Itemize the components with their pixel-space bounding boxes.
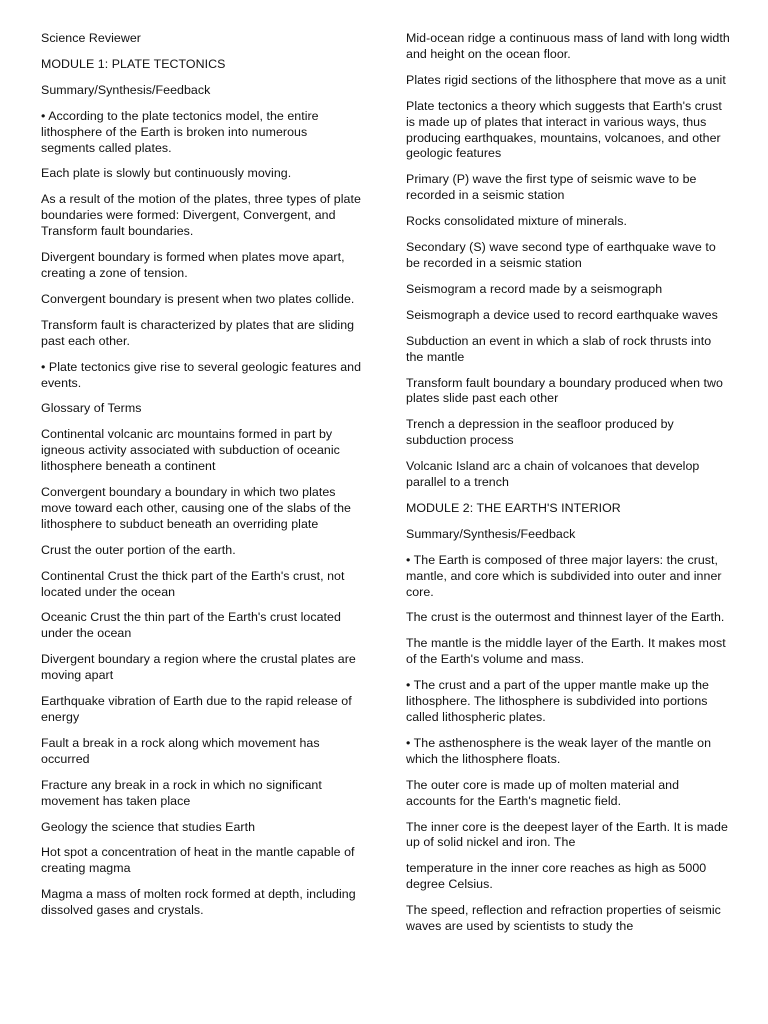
paragraph: The inner core is the deepest layer of the Earth. It is made up of solid nickel and iron. The xyxy=(406,819,728,850)
paragraph: • According to the plate tectonics model, the entire lithosphere of the Earth is broken into numerous segments called plates. xyxy=(41,108,319,155)
glossary-entry: Subduction an event in which a slab of rock thrusts into the mantle xyxy=(406,333,712,364)
summary-heading: Summary/Synthesis/Feedback xyxy=(41,82,211,97)
module-2-heading: MODULE 2: THE EARTH'S INTERIOR xyxy=(406,500,621,515)
glossary-entry: Primary (P) wave the first type of seismic wave to be recorded in a seismic station xyxy=(406,172,697,203)
glossary-entry: Magma a mass of molten rock formed at depth, including dissolved gases and crystals. xyxy=(41,887,356,918)
module-1-heading: MODULE 1: PLATE TECTONICS xyxy=(41,56,226,71)
paragraph: Transform fault is characterized by plates that are sliding past each other. xyxy=(41,317,355,348)
paragraph: • Plate tectonics give rise to several geologic features and events. xyxy=(41,359,362,390)
glossary-entry: Crust the outer portion of the earth. xyxy=(41,542,236,557)
glossary-entry: Seismograph a device used to record earthquake waves xyxy=(406,307,718,322)
paragraph: Divergent boundary is formed when plates move apart, creating a zone of tension. xyxy=(41,250,345,280)
document-title: Science Reviewer xyxy=(41,31,141,45)
glossary-entry: Secondary (S) wave second type of earthquake wave to be recorded in a seismic station xyxy=(406,240,716,270)
paragraph: The outer core is made up of molten material and accounts for the Earth's magnetic field. xyxy=(406,777,680,808)
glossary-entry: Divergent boundary a region where the crustal plates are moving apart xyxy=(41,652,356,683)
glossary-heading: Glossary of Terms xyxy=(41,401,142,416)
paragraph: The mantle is the middle layer of the Earth. It makes most of the Earth's volume and mass. xyxy=(406,636,726,667)
glossary-entry: Fracture any break in a rock in which no significant movement has taken place xyxy=(41,777,322,808)
paragraph: • The Earth is composed of three major layers: the crust, mantle, and core which is subdivided into outer and inner core. xyxy=(406,552,722,599)
glossary-entry: Trench a depression in the seafloor produced by subduction process xyxy=(406,417,674,448)
summary-heading: Summary/Synthesis/Feedback xyxy=(406,526,576,541)
glossary-entry: Continental volcanic arc mountains formed in part by igneous activity associated with subduction of oceanic lithosphere beneath a continent xyxy=(41,427,340,474)
paragraph: Each plate is slowly but continuously moving. xyxy=(41,166,292,181)
glossary-entry: Oceanic Crust the thin part of the Earth's crust located under the ocean xyxy=(41,610,341,641)
glossary-entry: Continental Crust the thick part of the Earth's crust, not located under the ocean xyxy=(41,568,345,599)
glossary-entry: Fault a break in a rock along which movement has occurred xyxy=(41,735,320,766)
glossary-entry: Mid-ocean ridge a continuous mass of land with long width and height on the ocean floor. xyxy=(406,31,730,61)
paragraph: • The crust and a part of the upper mantle make up the lithosphere. The lithosphere is subdivided into portions called lithospheric plates. xyxy=(406,678,709,724)
glossary-entry: Plates rigid sections of the lithosphere that move as a unit xyxy=(406,72,726,87)
paragraph: temperature in the inner core reaches as high as 5000 degree Celsius. xyxy=(406,861,707,892)
glossary-entry: Rocks consolidated mixture of minerals. xyxy=(406,214,627,229)
glossary-entry: Plate tectonics a theory which suggests that Earth's crust is made up of plates that interact in various ways, thus producing earthquakes, mountains, volcanoes, and other geologic features xyxy=(406,98,722,161)
glossary-entry: Transform fault boundary a boundary produced when two plates slide past each other xyxy=(406,375,723,406)
left-column xyxy=(41,31,363,929)
glossary-entry: Convergent boundary a boundary in which two plates move toward each other, causing one of the slabs of the lithosphere to subduct beneath an overriding plate xyxy=(41,485,351,531)
glossary-entry: Geology the science that studies Earth xyxy=(41,819,256,834)
glossary-entry: Seismogram a record made by a seismograph xyxy=(406,281,663,296)
right-column xyxy=(406,31,730,945)
glossary-entry: Earthquake vibration of Earth due to the rapid release of energy xyxy=(41,694,352,724)
glossary-entry: Volcanic Island arc a chain of volcanoes that develop parallel to a trench xyxy=(406,459,700,490)
paragraph: The speed, reflection and refraction properties of seismic waves are used by scientists to study the xyxy=(406,903,721,934)
paragraph: The crust is the outermost and thinnest layer of the Earth. xyxy=(406,610,725,625)
glossary-entry: Hot spot a concentration of heat in the mantle capable of creating magma xyxy=(41,845,355,876)
paragraph: • The asthenosphere is the weak layer of the mantle on which the lithosphere floats. xyxy=(406,735,712,766)
paragraph: As a result of the motion of the plates, three types of plate boundaries were formed: Divergent, Convergent, and Transform fault boundaries. xyxy=(41,192,361,239)
paragraph: Convergent boundary is present when two plates collide. xyxy=(41,291,355,306)
